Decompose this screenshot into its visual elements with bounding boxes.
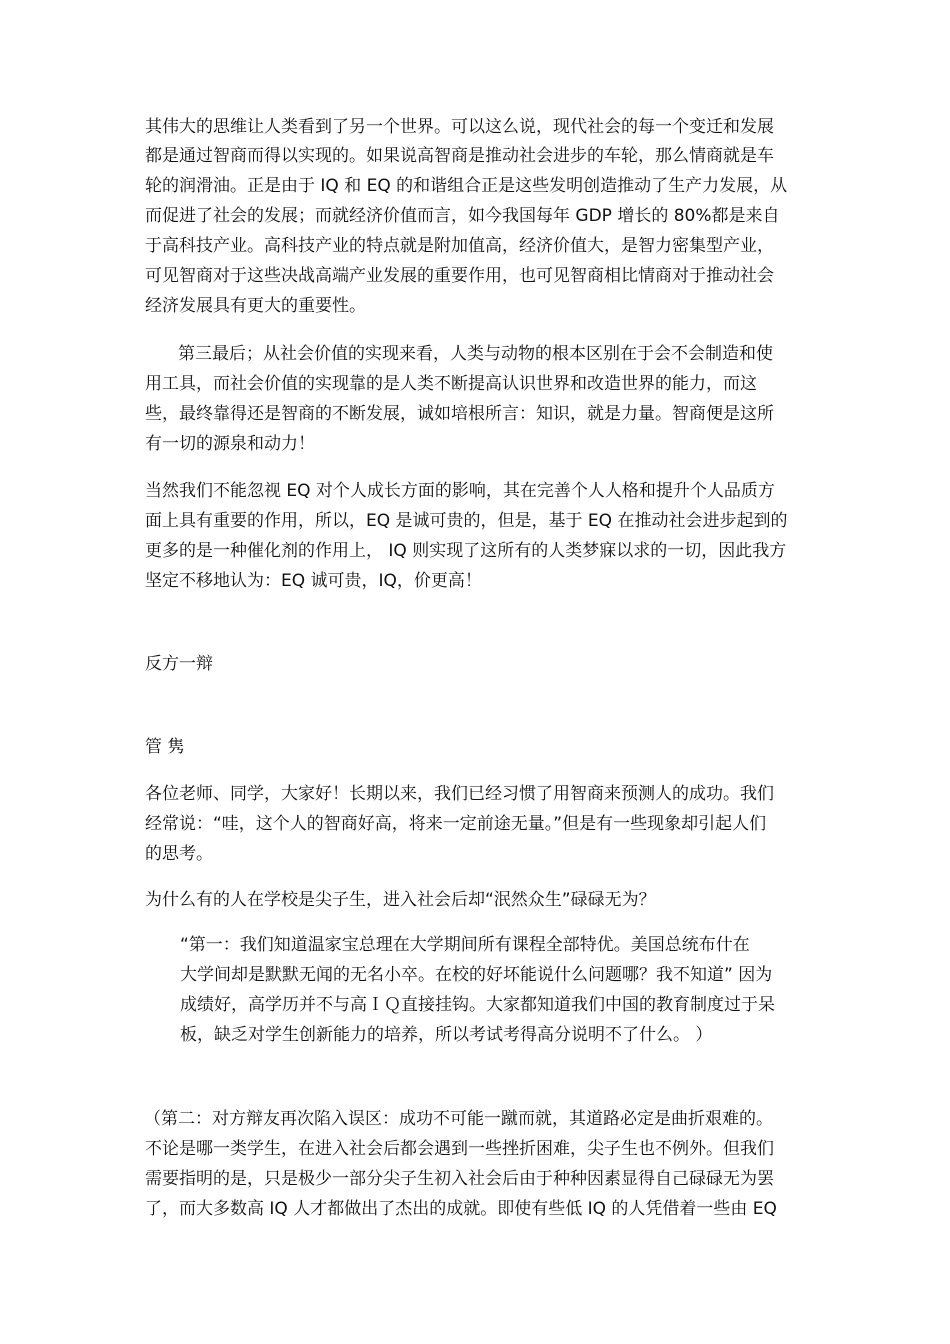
text-line: 成绩好，高学历并不与高ＩＱ直接挂钩。大家都知道我们中国的教育制度过于呆 <box>180 995 775 1015</box>
speaker-name: 管 隽 <box>145 737 185 757</box>
text-line: 需要指明的是，只是极少一部分尖子生初入社会后由于种种因素显得自己碌碌无为罢 <box>145 1169 774 1189</box>
text-line: 面上具有重要的作用，所以，EQ 是诚可贵的，但是，基于 EQ 在推动社会进步起到的 <box>145 511 788 531</box>
text-line: 各位老师、同学，大家好！长期以来，我们已经习惯了用智商来预测人的成功。我们 <box>145 784 774 804</box>
text-line: 大学间却是默默无闻的无名小卒。在校的好坏能说什么问题哪？我不知道” 因为 <box>180 965 773 985</box>
text-line: 的思考。 <box>145 844 213 864</box>
text-line: 当然我们不能忽视 EQ 对个人成长方面的影响，其在完善个人人格和提升个人品质方 <box>145 481 775 501</box>
text-line: 有一切的源泉和动力！ <box>145 434 315 454</box>
text-line: 不论是哪一类学生，在进入社会后都会遇到一些挫折困难，尖子生也不例外。但我们 <box>145 1139 774 1159</box>
section-heading: 反方一辩 <box>145 654 213 674</box>
text-line: 都是通过智商而得以实现的。如果说高智商是推动社会进步的车轮，那么情商就是车 <box>145 146 774 166</box>
text-line: （第二：对方辩友再次陷入误区：成功不可能一蹴而就，其道路必定是曲折艰难的。 <box>144 1109 773 1129</box>
text-line: 其伟大的思维让人类看到了另一个世界。可以这么说，现代社会的每一个变迁和发展 <box>145 117 774 137</box>
text-line: 经济发展具有更大的重要性。 <box>145 296 366 316</box>
text-line: “第一：我们知道温家宝总理在大学期间所有课程全部特优。美国总统布什在 <box>180 935 750 955</box>
text-line: 坚定不移地认为：EQ 诚可贵，IQ，价更高！ <box>145 571 482 591</box>
text-line: 第三最后；从社会价值的实现来看，人类与动物的根本区别在于会不会制造和使 <box>178 344 773 364</box>
text-line: 经常说：“哇，这个人的智商好高，将来一定前途无量。”但是有一些现象却引起人们 <box>145 814 767 834</box>
paragraph-5: 为什么有的人在学校是尖子生，进入社会后却“泯然众生”碌碌无为？ <box>145 890 656 910</box>
text-line: 用工具，而社会价值的实现靠的是人类不断提高认识世界和改造世界的能力，而这 <box>145 374 757 394</box>
text-line: 板，缺乏对学生创新能力的培养，所以考试考得高分说明不了什么。 ） <box>180 1025 713 1045</box>
text-line: 轮的润滑油。正是由于 IQ 和 EQ 的和谐组合正是这些发明创造推动了生产力发展，从 <box>145 176 788 196</box>
text-line: 更多的是一种催化剂的作用上， IQ 则实现了这所有的人类梦寐以求的一切，因此我方 <box>145 541 787 561</box>
text-line: 可见智商对于这些决战高端产业发展的重要作用，也可见智商相比情商对于推动社会 <box>145 266 774 286</box>
text-line: 些，最终靠得还是智商的不断发展，诚如培根所言：知识，就是力量。智商便是这所 <box>145 404 774 424</box>
text-line: 而促进了社会的发展；而就经济价值而言，如今我国每年 GDP 增长的 80%都是来自 <box>145 206 780 226</box>
text-line: 了，而大多数高 IQ 人才都做出了杰出的成就。即使有些低 IQ 的人凭借着一些由 EQ <box>145 1199 777 1219</box>
text-line: 于高科技产业。高科技产业的特点就是附加值高，经济价值大，是智力密集型产业， <box>145 236 774 256</box>
